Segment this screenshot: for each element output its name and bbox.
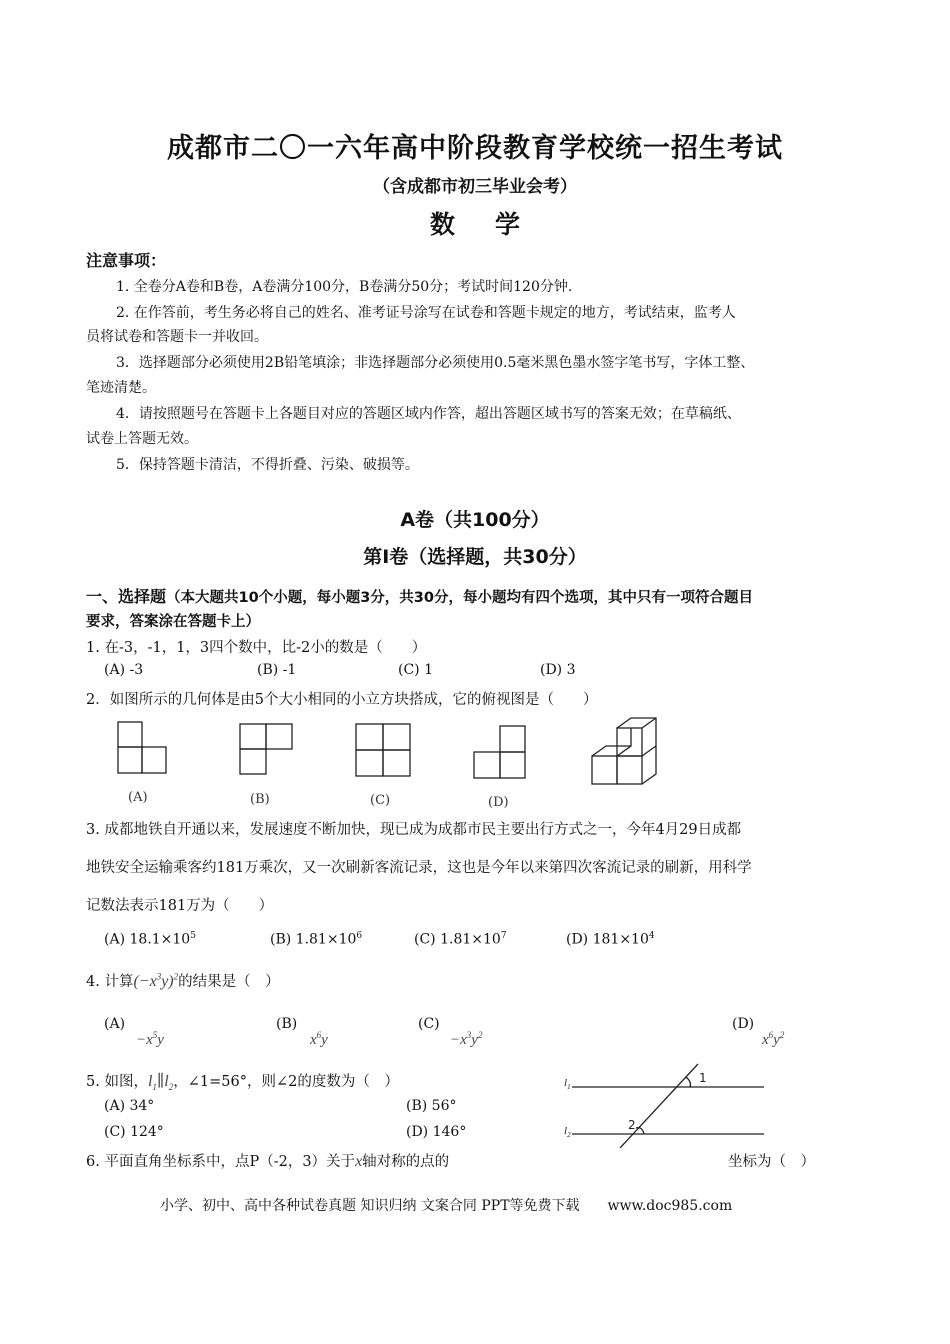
exam-subject: 数学 bbox=[429, 210, 560, 239]
q2-label-a: (A) bbox=[128, 790, 148, 805]
choice-heading-bold: 一、选择题 bbox=[86, 587, 167, 606]
q3-line-3: 记数法表示181万为（ ） bbox=[86, 898, 274, 914]
q1-stem: 1. 在-3，-1，1，3四个数中，比-2小的数是（ ） bbox=[86, 640, 427, 656]
notice-item-2: 2. 在作答前，考生务必将自己的姓名、准考证号涂写在试卷和答题卡规定的地方，考试结束，监考人 bbox=[116, 305, 736, 321]
q4-option-c-expr: $-x^3y^2$ bbox=[450, 1030, 483, 1048]
fig-angle-2: 2 bbox=[628, 1118, 636, 1132]
q4-option-b-expr: $x^6y$ bbox=[310, 1030, 328, 1048]
notice-item-4: 4．请按照题号在答题卡上各题目对应的答题区域内作答，超出答题区域书写的答案无效；在草稿纸、 bbox=[116, 406, 741, 422]
notice-item-3-cont: 笔迹清楚。 bbox=[86, 380, 156, 396]
q4-option-a-expr: $-x^5y$ bbox=[136, 1030, 164, 1048]
q4-option-a-label: (A) bbox=[104, 1016, 126, 1032]
q4-stem: 4. 计算$(-x^3y)^2$的结果是（ ） bbox=[86, 971, 280, 990]
q2-solid-figure bbox=[592, 718, 656, 784]
q3-option-a: (A) $18.1\times 10^5$ bbox=[104, 931, 196, 948]
notice-heading: 注意事项： bbox=[86, 251, 167, 270]
fig-angle-1: 1 bbox=[699, 1071, 707, 1085]
exam-title: 成都市二〇一六年高中阶段教育学校统一招生考试 bbox=[167, 133, 783, 164]
fig-label-l2: $l_2$ bbox=[564, 1125, 571, 1139]
q3-option-d: (D) $181\times 10^4$ bbox=[566, 931, 655, 948]
q4-option-d-label: (D) bbox=[732, 1016, 755, 1032]
q1-option-a: (A) -3 bbox=[104, 662, 144, 678]
notice-item-5: 5．保持答题卡清洁，不得折叠、污染、破损等。 bbox=[116, 457, 419, 473]
q3-line-2: 地铁安全运输乘客约181万乘次，又一次刷新客流记录，这也是今年以来第四次客流记录的刷新，用科学 bbox=[86, 860, 752, 876]
q2-figure-a bbox=[118, 722, 166, 773]
q3-line-1: 3. 成都地铁自开通以来，发展速度不断加快，现已成为成都市民主要出行方式之一，今年4月29日成都 bbox=[86, 822, 742, 838]
choice-heading bbox=[86, 584, 753, 607]
transversal-line bbox=[620, 1064, 698, 1148]
q2-stem: 2．如图所示的几何体是由5个大小相同的小立方块搭成，它的俯视图是（ ） bbox=[86, 692, 598, 708]
section-part1: 第Ⅰ卷（选择题，共30分） bbox=[363, 546, 587, 568]
choice-heading-line2: 要求，答案涂在答题卡上） bbox=[86, 614, 260, 630]
fig-label-l1: $l_1$ bbox=[564, 1077, 571, 1091]
q5-option-d: (D) 146° bbox=[406, 1124, 467, 1140]
q2-label-b: (B) bbox=[250, 792, 270, 807]
angle-1-arc bbox=[686, 1077, 691, 1087]
section-a-juan: A卷（共100分） bbox=[400, 509, 550, 531]
q5-option-b: (B) 56° bbox=[406, 1098, 457, 1114]
q2-figure-b bbox=[240, 724, 292, 774]
q3-option-c: (C) $1.81\times 10^7$ bbox=[414, 931, 507, 948]
q4-option-b-label: (B) bbox=[276, 1016, 298, 1032]
exam-subtitle: （含成都市初三毕业会考） bbox=[373, 177, 577, 197]
choice-heading-line1: （本大题共10个小题，每小题3分，共30分，每小题均有四个选项，其中只有一项符合题目 bbox=[166, 590, 753, 606]
q2-figures bbox=[100, 708, 680, 813]
q5-option-c: (C) 124° bbox=[104, 1124, 164, 1140]
q5-stem: 5. 如图，$l_1\parallel l_2$，∠1=56°，则∠2的度数为（ ） bbox=[86, 1073, 399, 1093]
q2-figure-c bbox=[356, 724, 410, 776]
q1-option-c: (C) 1 bbox=[398, 662, 433, 678]
q5-option-a: (A) 34° bbox=[104, 1098, 155, 1114]
notice-item-3: 3．选择题部分必须使用2B铅笔填涂；非选择题部分必须使用0.5毫米黑色墨水签字笔书写，字体工整、 bbox=[116, 355, 755, 371]
notice-item-1: 1. 全卷分A卷和B卷，A卷满分100分，B卷满分50分；考试时间120分钟. bbox=[116, 279, 573, 295]
q5-parallel-lines-figure bbox=[558, 1062, 768, 1148]
q3-option-b: (B) $1.81\times 10^6$ bbox=[270, 931, 363, 948]
notice-item-2-cont: 员将试卷和答题卡一并收回。 bbox=[86, 329, 268, 345]
q2-label-c: (C) bbox=[370, 793, 391, 808]
q6-stem: 6. 平面直角坐标系中，点P（-2，3）关于x轴对称的点的 bbox=[86, 1153, 450, 1170]
q4-option-d-expr: $x^6y^2$ bbox=[762, 1030, 785, 1048]
q4-expression: $(-x^3y)^2$ bbox=[133, 971, 179, 990]
page-footer: 小学、初中、高中各种试卷真题 知识归纳 文案合同 PPT等免费下载 www.doc985.com bbox=[160, 1198, 733, 1214]
q6-stem-end: 坐标为（ ） bbox=[728, 1154, 815, 1170]
q1-option-d: (D) 3 bbox=[540, 662, 576, 678]
q2-figure-d bbox=[474, 726, 525, 778]
q1-option-b: (B) -1 bbox=[257, 662, 297, 678]
q2-label-d: (D) bbox=[488, 795, 509, 810]
q4-option-c-label: (C) bbox=[418, 1016, 440, 1032]
notice-item-4-cont: 试卷上答题无效。 bbox=[86, 431, 198, 447]
